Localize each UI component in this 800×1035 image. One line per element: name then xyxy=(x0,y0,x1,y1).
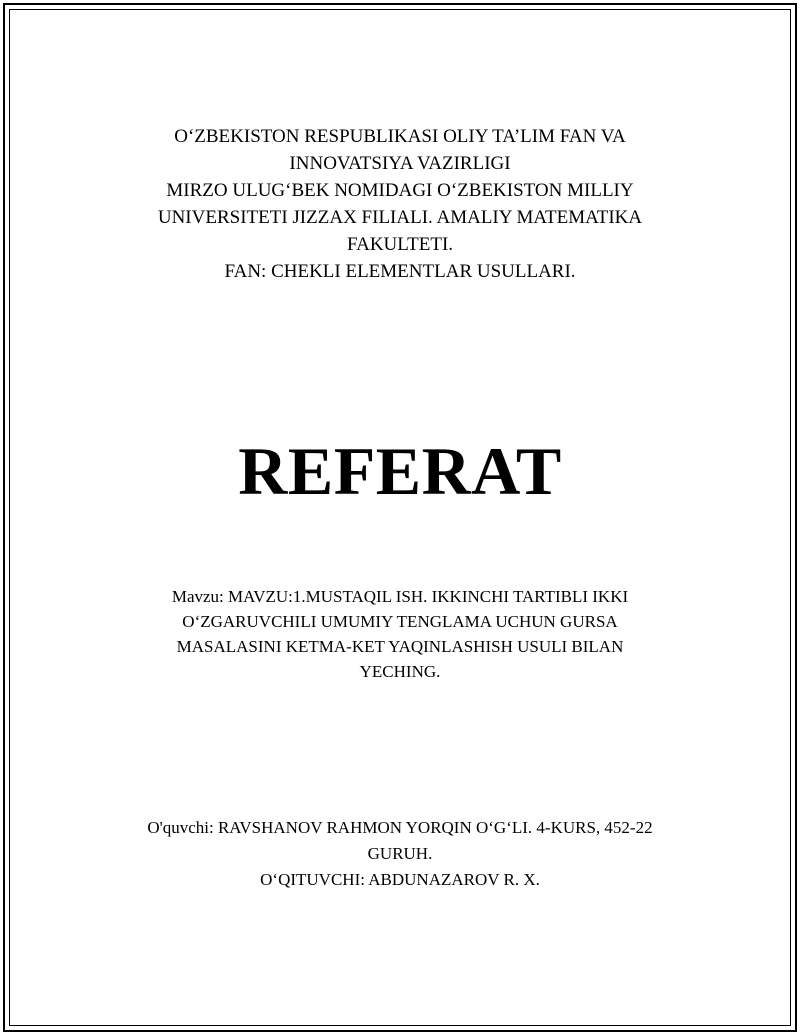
header-line: UNIVERSITETI JIZZAX FILIALI. AMALIY MATEMATIKA xyxy=(157,207,643,228)
topic-line: YECHING. xyxy=(359,662,441,681)
header-line: O‘ZBEKISTON RESPUBLIKASI OLIY TA’LIM FAN VA xyxy=(174,126,626,147)
topic-line: Mavzu: MAVZU:1.MUSTAQIL ISH. IKKINCHI TARTIBLI IKKI xyxy=(171,587,629,606)
subject-line: FAN: CHEKLI ELEMENTLAR USULLARI. xyxy=(224,261,576,282)
topic-line: MASALASINI KETMA-KET YAQINLASHISH USULI BILAN xyxy=(176,637,624,656)
author-block xyxy=(0,815,800,893)
document-title: REFERAT xyxy=(238,433,562,509)
header-line: INNOVATSIYA VAZIRLIGI xyxy=(289,153,511,174)
institution-header xyxy=(0,123,800,285)
header-line: MIRZO ULUG‘BEK NOMIDAGI O‘ZBEKISTON MILLIY xyxy=(166,180,634,201)
topic-block xyxy=(0,584,800,684)
student-line: O'quvchi: RAVSHANOV RAHMON YORQIN O‘G‘LI. 4-KURS, 452-22 xyxy=(147,818,653,837)
teacher-line: O‘QITUVCHI: ABDUNAZAROV R. X. xyxy=(260,870,540,889)
header-line: FAKULTETI. xyxy=(346,234,454,255)
topic-line: O‘ZGARUVCHILI UMUMIY TENGLAMA UCHUN GURSA xyxy=(182,612,618,631)
student-line: GURUH. xyxy=(367,844,433,863)
